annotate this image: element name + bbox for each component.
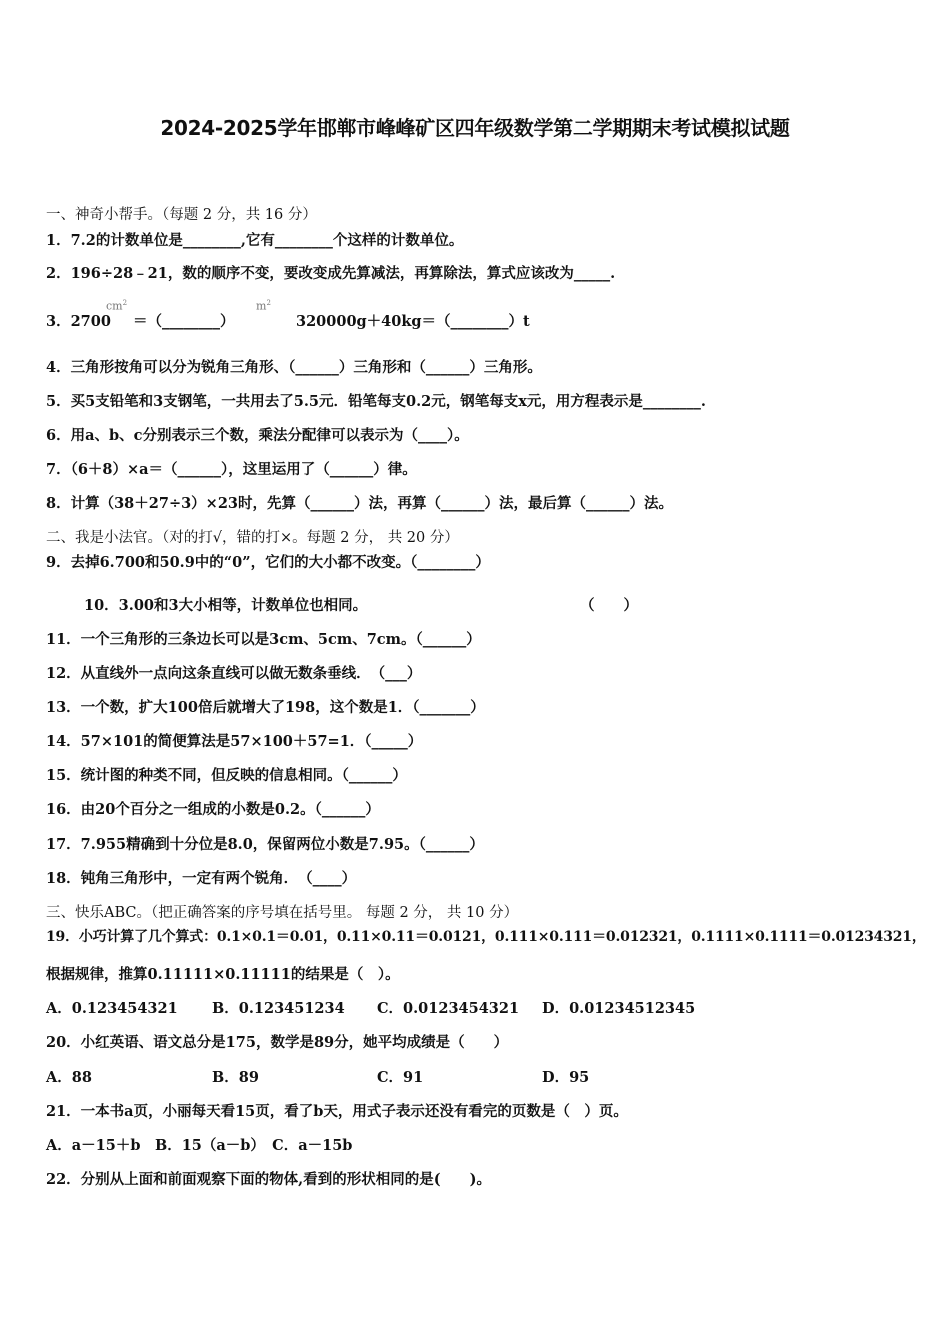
- question-3-blank1: ＝（________）: [133, 313, 235, 330]
- question-21: 21．一本书a页，小丽每天看15页，看了b天，用式子表示还没有看完的页数是（ ）页。: [46, 1103, 628, 1120]
- question-19-option-d: D．0.01234512345: [542, 1000, 696, 1017]
- section-1-heading: 一、神奇小帮手。（每题 2 分，共 16 分）: [46, 207, 317, 223]
- question-19-option-a: A．0.123454321: [46, 1000, 178, 1017]
- question-14: 14．57×101的简便算法是57×100＋57=1．（_____）: [46, 733, 423, 750]
- question-2: 2．196÷28﹣21，数的顺序不变，要改变成先算减法，再算除法，算式应该改为_____.: [46, 265, 616, 282]
- unit-m-exponent: 2: [266, 299, 271, 307]
- section-3-heading: 三、快乐ABC。（把正确答案的序号填在括号里。 每题 2 分， 共 10 分）: [46, 905, 519, 921]
- question-16: 16．由20个百分之一组成的小数是0.2。（______）: [46, 801, 380, 818]
- question-20-option-c: C．91: [377, 1069, 424, 1086]
- question-4: 4．三角形按角可以分为锐角三角形、（______）三角形和（______）三角形。: [46, 359, 542, 376]
- question-20-option-b: B．89: [212, 1069, 259, 1086]
- question-3-unit-m2: [256, 299, 271, 313]
- section-2-heading: 二、我是小法官。（对的打√，错的打×。每题 2 分， 共 20 分）: [46, 530, 459, 546]
- question-5: 5．买5支铅笔和3支钢笔，一共用去了5.5元．铅笔每支0.2元，钢笔每支x元，用方程表示是________.: [46, 393, 706, 410]
- question-18: 18．钝角三角形中，一定有两个锐角． （____）: [46, 870, 357, 887]
- question-17: 17．7.955精确到十分位是8.0，保留两位小数是7.95。（______）: [46, 836, 484, 853]
- question-3-unit-cm2: [106, 299, 127, 313]
- question-6: 6．用a、b、c分别表示三个数，乘法分配律可以表示为（____）。: [46, 427, 469, 444]
- question-1: 1．7.2的计数单位是________,它有________个这样的计数单位。: [46, 232, 464, 249]
- question-19-option-c: C．0.0123454321: [377, 1000, 520, 1017]
- question-22: 22．分别从上面和前面观察下面的物体,看到的形状相同的是( )。: [46, 1171, 491, 1188]
- question-19: 19．小巧计算了几个算式：0.1×0.1＝0.01，0.11×0.11＝0.0121，0.111×0.111＝0.012321，0.1111×0.1111＝0.01234321，: [46, 929, 926, 945]
- question-19-continued: 根据规律，推算0.11111×0.11111的结果是（ ）。: [46, 966, 400, 983]
- question-21-options: A．a－15＋b B．15（a－b） C．a－15b: [46, 1137, 353, 1154]
- question-10-answer-bracket: （ ）: [580, 597, 638, 614]
- unit-cm: cm: [106, 299, 123, 313]
- question-13: 13．一个数，扩大100倍后就增大了198，这个数是1．（_______）: [46, 699, 485, 716]
- question-3-prefix: 3．2700: [46, 313, 111, 330]
- question-7: 7．（6＋8）×a＝（______），这里运用了（______）律。: [46, 461, 417, 478]
- question-19-option-b: B．0.123451234: [212, 1000, 345, 1017]
- question-9: 9．去掉6.700和50.9中的“0”，它们的大小都不改变。（________）: [46, 554, 490, 571]
- unit-m: m: [256, 299, 267, 313]
- question-20-option-d: D．95: [542, 1069, 590, 1086]
- question-11: 11．一个三角形的三条边长可以是3cm、5cm、7cm。（______）: [46, 631, 481, 648]
- question-20-option-a: A．88: [46, 1069, 92, 1086]
- question-12: 12．从直线外一点向这条直线可以做无数条垂线． （___）: [46, 665, 422, 682]
- question-15: 15．统计图的种类不同，但反映的信息相同。（______）: [46, 767, 407, 784]
- question-10: 10．3.00和3大小相等，计数单位也相同。: [84, 597, 368, 614]
- question-8: 8．计算（38＋27÷3）×23时，先算（______）法，再算（______）法，最后算（______）法。: [46, 495, 674, 512]
- page-title: 2024-2025学年邯郸市峰峰矿区四年级数学第二学期期末考试模拟试题: [160, 116, 790, 140]
- unit-cm-exponent: 2: [122, 299, 128, 307]
- question-3-part2: 320000g＋40kg＝（________）t: [296, 313, 530, 330]
- question-20: 20．小红英语、语文总分是175，数学是89分，她平均成绩是（ ）: [46, 1034, 509, 1051]
